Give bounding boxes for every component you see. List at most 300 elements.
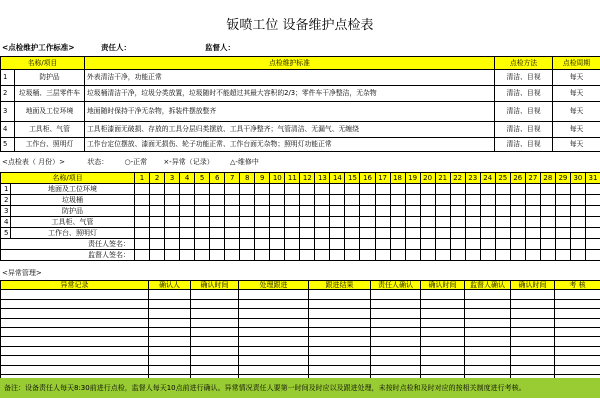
checklist-cell[interactable] xyxy=(180,195,195,206)
checklist-cell[interactable] xyxy=(255,217,270,228)
abnormal-cell[interactable] xyxy=(421,346,465,355)
checklist-cell[interactable] xyxy=(225,217,240,228)
abnormal-cell[interactable] xyxy=(1,346,149,355)
sign-cell[interactable] xyxy=(495,239,510,250)
abnormal-cell[interactable] xyxy=(149,337,191,346)
checklist-cell[interactable] xyxy=(585,184,600,195)
sign-cell[interactable] xyxy=(525,250,540,261)
sign-cell[interactable] xyxy=(390,239,405,250)
checklist-cell[interactable] xyxy=(540,195,555,206)
abnormal-cell[interactable] xyxy=(191,346,239,355)
checklist-cell[interactable] xyxy=(405,195,420,206)
abnormal-cell[interactable] xyxy=(555,346,600,355)
abnormal-cell[interactable] xyxy=(555,309,600,318)
checklist-cell[interactable] xyxy=(165,206,180,217)
checklist-cell[interactable] xyxy=(345,184,360,195)
checklist-cell[interactable] xyxy=(255,206,270,217)
abnormal-cell[interactable] xyxy=(371,365,421,374)
checklist-cell[interactable] xyxy=(330,206,345,217)
checklist-cell[interactable] xyxy=(315,206,330,217)
checklist-cell[interactable] xyxy=(480,217,495,228)
checklist-cell[interactable] xyxy=(285,195,300,206)
abnormal-cell[interactable] xyxy=(555,299,600,308)
abnormal-cell[interactable] xyxy=(371,309,421,318)
checklist-cell[interactable] xyxy=(585,228,600,239)
checklist-cell[interactable] xyxy=(525,217,540,228)
checklist-cell[interactable] xyxy=(420,184,435,195)
sign-cell[interactable] xyxy=(555,250,570,261)
checklist-cell[interactable] xyxy=(165,184,180,195)
abnormal-cell[interactable] xyxy=(465,290,511,299)
sign-cell[interactable] xyxy=(150,239,165,250)
abnormal-cell[interactable] xyxy=(309,309,371,318)
checklist-cell[interactable] xyxy=(300,228,315,239)
checklist-cell[interactable] xyxy=(480,206,495,217)
sign-cell[interactable] xyxy=(465,239,480,250)
abnormal-cell[interactable] xyxy=(371,318,421,327)
checklist-cell[interactable] xyxy=(555,184,570,195)
sign-cell[interactable] xyxy=(270,239,285,250)
checklist-cell[interactable] xyxy=(495,184,510,195)
checklist-cell[interactable] xyxy=(465,184,480,195)
abnormal-cell[interactable] xyxy=(191,356,239,365)
checklist-cell[interactable] xyxy=(225,206,240,217)
abnormal-cell[interactable] xyxy=(239,346,309,355)
checklist-cell[interactable] xyxy=(360,206,375,217)
checklist-cell[interactable] xyxy=(570,206,585,217)
sign-cell[interactable] xyxy=(195,250,210,261)
abnormal-cell[interactable] xyxy=(421,299,465,308)
checklist-cell[interactable] xyxy=(270,206,285,217)
checklist-cell[interactable] xyxy=(255,228,270,239)
checklist-cell[interactable] xyxy=(210,195,225,206)
checklist-cell[interactable] xyxy=(435,217,450,228)
checklist-cell[interactable] xyxy=(300,195,315,206)
abnormal-cell[interactable] xyxy=(511,346,555,355)
checklist-cell[interactable] xyxy=(540,217,555,228)
abnormal-cell[interactable] xyxy=(421,309,465,318)
checklist-cell[interactable] xyxy=(495,195,510,206)
checklist-cell[interactable] xyxy=(345,195,360,206)
checklist-cell[interactable] xyxy=(180,206,195,217)
checklist-cell[interactable] xyxy=(375,206,390,217)
abnormal-cell[interactable] xyxy=(1,309,149,318)
checklist-cell[interactable] xyxy=(150,228,165,239)
checklist-cell[interactable] xyxy=(465,195,480,206)
sign-cell[interactable] xyxy=(525,239,540,250)
checklist-cell[interactable] xyxy=(585,217,600,228)
abnormal-cell[interactable] xyxy=(371,327,421,336)
abnormal-cell[interactable] xyxy=(371,346,421,355)
checklist-cell[interactable] xyxy=(435,206,450,217)
checklist-cell[interactable] xyxy=(135,184,150,195)
abnormal-cell[interactable] xyxy=(149,318,191,327)
checklist-cell[interactable] xyxy=(390,228,405,239)
sign-cell[interactable] xyxy=(330,239,345,250)
abnormal-cell[interactable] xyxy=(465,299,511,308)
abnormal-cell[interactable] xyxy=(465,356,511,365)
checklist-cell[interactable] xyxy=(450,206,465,217)
checklist-cell[interactable] xyxy=(510,206,525,217)
checklist-cell[interactable] xyxy=(510,228,525,239)
sign-cell[interactable] xyxy=(345,250,360,261)
checklist-cell[interactable] xyxy=(225,184,240,195)
abnormal-cell[interactable] xyxy=(555,365,600,374)
checklist-cell[interactable] xyxy=(420,206,435,217)
sign-cell[interactable] xyxy=(480,250,495,261)
checklist-cell[interactable] xyxy=(240,195,255,206)
abnormal-cell[interactable] xyxy=(465,365,511,374)
sign-cell[interactable] xyxy=(495,250,510,261)
checklist-cell[interactable] xyxy=(570,184,585,195)
sign-cell[interactable] xyxy=(135,239,150,250)
abnormal-cell[interactable] xyxy=(465,337,511,346)
abnormal-cell[interactable] xyxy=(465,346,511,355)
abnormal-cell[interactable] xyxy=(421,318,465,327)
checklist-cell[interactable] xyxy=(210,206,225,217)
checklist-cell[interactable] xyxy=(540,228,555,239)
checklist-cell[interactable] xyxy=(510,184,525,195)
sign-cell[interactable] xyxy=(210,239,225,250)
checklist-cell[interactable] xyxy=(360,184,375,195)
abnormal-cell[interactable] xyxy=(1,318,149,327)
checklist-cell[interactable] xyxy=(255,184,270,195)
checklist-cell[interactable] xyxy=(420,217,435,228)
sign-cell[interactable] xyxy=(315,250,330,261)
abnormal-cell[interactable] xyxy=(371,356,421,365)
abnormal-cell[interactable] xyxy=(371,290,421,299)
abnormal-cell[interactable] xyxy=(511,327,555,336)
abnormal-cell[interactable] xyxy=(239,327,309,336)
sign-cell[interactable] xyxy=(315,239,330,250)
checklist-cell[interactable] xyxy=(540,206,555,217)
sign-cell[interactable] xyxy=(225,250,240,261)
abnormal-cell[interactable] xyxy=(555,327,600,336)
abnormal-cell[interactable] xyxy=(511,318,555,327)
sign-cell[interactable] xyxy=(555,239,570,250)
abnormal-cell[interactable] xyxy=(191,318,239,327)
sign-cell[interactable] xyxy=(360,239,375,250)
abnormal-cell[interactable] xyxy=(239,318,309,327)
checklist-cell[interactable] xyxy=(345,217,360,228)
abnormal-cell[interactable] xyxy=(191,309,239,318)
checklist-cell[interactable] xyxy=(465,228,480,239)
checklist-cell[interactable] xyxy=(270,228,285,239)
abnormal-cell[interactable] xyxy=(309,356,371,365)
checklist-cell[interactable] xyxy=(405,228,420,239)
checklist-cell[interactable] xyxy=(540,184,555,195)
checklist-cell[interactable] xyxy=(135,195,150,206)
checklist-cell[interactable] xyxy=(555,195,570,206)
sign-cell[interactable] xyxy=(300,239,315,250)
sign-cell[interactable] xyxy=(540,250,555,261)
abnormal-cell[interactable] xyxy=(421,337,465,346)
checklist-cell[interactable] xyxy=(135,228,150,239)
checklist-cell[interactable] xyxy=(210,184,225,195)
abnormal-cell[interactable] xyxy=(191,299,239,308)
sign-cell[interactable] xyxy=(210,250,225,261)
checklist-cell[interactable] xyxy=(240,184,255,195)
checklist-cell[interactable] xyxy=(315,228,330,239)
sign-cell[interactable] xyxy=(285,239,300,250)
checklist-cell[interactable] xyxy=(315,184,330,195)
checklist-cell[interactable] xyxy=(330,217,345,228)
checklist-cell[interactable] xyxy=(345,228,360,239)
abnormal-cell[interactable] xyxy=(149,356,191,365)
checklist-cell[interactable] xyxy=(240,206,255,217)
abnormal-cell[interactable] xyxy=(555,290,600,299)
checklist-cell[interactable] xyxy=(150,195,165,206)
sign-cell[interactable] xyxy=(165,250,180,261)
sign-cell[interactable] xyxy=(150,250,165,261)
checklist-cell[interactable] xyxy=(300,217,315,228)
sign-cell[interactable] xyxy=(465,250,480,261)
abnormal-cell[interactable] xyxy=(421,290,465,299)
checklist-cell[interactable] xyxy=(300,206,315,217)
checklist-cell[interactable] xyxy=(420,195,435,206)
checklist-cell[interactable] xyxy=(525,206,540,217)
checklist-cell[interactable] xyxy=(180,217,195,228)
abnormal-cell[interactable] xyxy=(239,309,309,318)
checklist-cell[interactable] xyxy=(450,217,465,228)
checklist-cell[interactable] xyxy=(360,217,375,228)
abnormal-cell[interactable] xyxy=(371,337,421,346)
sign-cell[interactable] xyxy=(510,239,525,250)
sign-cell[interactable] xyxy=(585,250,600,261)
abnormal-cell[interactable] xyxy=(465,309,511,318)
abnormal-cell[interactable] xyxy=(371,299,421,308)
abnormal-cell[interactable] xyxy=(309,365,371,374)
checklist-cell[interactable] xyxy=(495,228,510,239)
checklist-cell[interactable] xyxy=(390,217,405,228)
checklist-cell[interactable] xyxy=(225,228,240,239)
abnormal-cell[interactable] xyxy=(511,365,555,374)
checklist-cell[interactable] xyxy=(585,206,600,217)
abnormal-cell[interactable] xyxy=(1,337,149,346)
checklist-cell[interactable] xyxy=(360,228,375,239)
checklist-cell[interactable] xyxy=(195,195,210,206)
sign-cell[interactable] xyxy=(390,250,405,261)
checklist-cell[interactable] xyxy=(195,228,210,239)
checklist-cell[interactable] xyxy=(330,195,345,206)
abnormal-cell[interactable] xyxy=(149,309,191,318)
checklist-cell[interactable] xyxy=(240,217,255,228)
checklist-cell[interactable] xyxy=(135,206,150,217)
abnormal-cell[interactable] xyxy=(511,299,555,308)
sign-cell[interactable] xyxy=(135,250,150,261)
checklist-cell[interactable] xyxy=(525,228,540,239)
abnormal-cell[interactable] xyxy=(309,299,371,308)
sign-cell[interactable] xyxy=(345,239,360,250)
sign-cell[interactable] xyxy=(540,239,555,250)
sign-cell[interactable] xyxy=(405,239,420,250)
sign-cell[interactable] xyxy=(450,250,465,261)
checklist-cell[interactable] xyxy=(225,195,240,206)
checklist-cell[interactable] xyxy=(300,184,315,195)
abnormal-cell[interactable] xyxy=(309,327,371,336)
checklist-cell[interactable] xyxy=(165,228,180,239)
checklist-cell[interactable] xyxy=(285,184,300,195)
abnormal-cell[interactable] xyxy=(1,356,149,365)
abnormal-cell[interactable] xyxy=(511,290,555,299)
sign-cell[interactable] xyxy=(435,250,450,261)
sign-cell[interactable] xyxy=(240,239,255,250)
abnormal-cell[interactable] xyxy=(239,290,309,299)
checklist-cell[interactable] xyxy=(375,228,390,239)
sign-cell[interactable] xyxy=(480,239,495,250)
checklist-cell[interactable] xyxy=(255,195,270,206)
abnormal-cell[interactable] xyxy=(149,365,191,374)
checklist-cell[interactable] xyxy=(330,228,345,239)
checklist-cell[interactable] xyxy=(525,184,540,195)
abnormal-cell[interactable] xyxy=(555,318,600,327)
checklist-cell[interactable] xyxy=(480,184,495,195)
checklist-cell[interactable] xyxy=(585,195,600,206)
checklist-cell[interactable] xyxy=(165,217,180,228)
sign-cell[interactable] xyxy=(180,239,195,250)
sign-cell[interactable] xyxy=(285,250,300,261)
checklist-cell[interactable] xyxy=(450,228,465,239)
checklist-cell[interactable] xyxy=(390,206,405,217)
abnormal-cell[interactable] xyxy=(511,356,555,365)
abnormal-cell[interactable] xyxy=(555,337,600,346)
abnormal-cell[interactable] xyxy=(421,327,465,336)
sign-cell[interactable] xyxy=(435,239,450,250)
checklist-cell[interactable] xyxy=(375,195,390,206)
checklist-cell[interactable] xyxy=(435,184,450,195)
checklist-cell[interactable] xyxy=(450,195,465,206)
sign-cell[interactable] xyxy=(300,250,315,261)
sign-cell[interactable] xyxy=(450,239,465,250)
abnormal-cell[interactable] xyxy=(239,337,309,346)
checklist-cell[interactable] xyxy=(555,206,570,217)
checklist-cell[interactable] xyxy=(525,195,540,206)
checklist-cell[interactable] xyxy=(405,217,420,228)
checklist-cell[interactable] xyxy=(570,217,585,228)
checklist-cell[interactable] xyxy=(315,195,330,206)
checklist-cell[interactable] xyxy=(435,228,450,239)
abnormal-cell[interactable] xyxy=(149,299,191,308)
abnormal-cell[interactable] xyxy=(191,290,239,299)
sign-cell[interactable] xyxy=(570,239,585,250)
abnormal-cell[interactable] xyxy=(309,318,371,327)
abnormal-cell[interactable] xyxy=(421,365,465,374)
checklist-cell[interactable] xyxy=(480,195,495,206)
checklist-cell[interactable] xyxy=(135,217,150,228)
checklist-cell[interactable] xyxy=(345,206,360,217)
checklist-cell[interactable] xyxy=(450,184,465,195)
abnormal-cell[interactable] xyxy=(239,356,309,365)
sign-cell[interactable] xyxy=(585,239,600,250)
checklist-cell[interactable] xyxy=(150,206,165,217)
sign-cell[interactable] xyxy=(255,239,270,250)
abnormal-cell[interactable] xyxy=(465,327,511,336)
checklist-cell[interactable] xyxy=(480,228,495,239)
checklist-cell[interactable] xyxy=(210,217,225,228)
abnormal-cell[interactable] xyxy=(1,299,149,308)
abnormal-cell[interactable] xyxy=(511,337,555,346)
sign-cell[interactable] xyxy=(330,250,345,261)
checklist-cell[interactable] xyxy=(150,184,165,195)
checklist-cell[interactable] xyxy=(435,195,450,206)
abnormal-cell[interactable] xyxy=(239,365,309,374)
abnormal-cell[interactable] xyxy=(511,309,555,318)
sign-cell[interactable] xyxy=(420,239,435,250)
sign-cell[interactable] xyxy=(255,250,270,261)
sign-cell[interactable] xyxy=(270,250,285,261)
checklist-cell[interactable] xyxy=(315,217,330,228)
abnormal-cell[interactable] xyxy=(421,356,465,365)
checklist-cell[interactable] xyxy=(510,217,525,228)
abnormal-cell[interactable] xyxy=(1,327,149,336)
checklist-cell[interactable] xyxy=(570,228,585,239)
checklist-cell[interactable] xyxy=(285,228,300,239)
checklist-cell[interactable] xyxy=(495,217,510,228)
checklist-cell[interactable] xyxy=(570,195,585,206)
checklist-cell[interactable] xyxy=(270,195,285,206)
sign-cell[interactable] xyxy=(375,239,390,250)
abnormal-cell[interactable] xyxy=(1,365,149,374)
checklist-cell[interactable] xyxy=(150,217,165,228)
checklist-cell[interactable] xyxy=(405,184,420,195)
checklist-cell[interactable] xyxy=(375,217,390,228)
sign-cell[interactable] xyxy=(570,250,585,261)
sign-cell[interactable] xyxy=(180,250,195,261)
abnormal-cell[interactable] xyxy=(1,290,149,299)
checklist-cell[interactable] xyxy=(270,184,285,195)
sign-cell[interactable] xyxy=(510,250,525,261)
checklist-cell[interactable] xyxy=(270,217,285,228)
sign-cell[interactable] xyxy=(360,250,375,261)
abnormal-cell[interactable] xyxy=(149,346,191,355)
sign-cell[interactable] xyxy=(225,239,240,250)
checklist-cell[interactable] xyxy=(465,217,480,228)
abnormal-cell[interactable] xyxy=(191,337,239,346)
checklist-cell[interactable] xyxy=(495,206,510,217)
sign-cell[interactable] xyxy=(375,250,390,261)
checklist-cell[interactable] xyxy=(285,206,300,217)
abnormal-cell[interactable] xyxy=(555,356,600,365)
sign-cell[interactable] xyxy=(165,239,180,250)
checklist-cell[interactable] xyxy=(180,184,195,195)
checklist-cell[interactable] xyxy=(285,217,300,228)
abnormal-cell[interactable] xyxy=(191,365,239,374)
abnormal-cell[interactable] xyxy=(239,299,309,308)
checklist-cell[interactable] xyxy=(555,228,570,239)
abnormal-cell[interactable] xyxy=(191,327,239,336)
sign-cell[interactable] xyxy=(420,250,435,261)
abnormal-cell[interactable] xyxy=(309,337,371,346)
checklist-cell[interactable] xyxy=(210,228,225,239)
sign-cell[interactable] xyxy=(195,239,210,250)
checklist-cell[interactable] xyxy=(390,184,405,195)
abnormal-cell[interactable] xyxy=(465,318,511,327)
checklist-cell[interactable] xyxy=(375,184,390,195)
checklist-cell[interactable] xyxy=(510,195,525,206)
checklist-cell[interactable] xyxy=(420,228,435,239)
abnormal-cell[interactable] xyxy=(149,327,191,336)
checklist-cell[interactable] xyxy=(465,206,480,217)
checklist-cell[interactable] xyxy=(195,217,210,228)
checklist-cell[interactable] xyxy=(405,206,420,217)
checklist-cell[interactable] xyxy=(195,206,210,217)
checklist-cell[interactable] xyxy=(240,228,255,239)
checklist-cell[interactable] xyxy=(195,184,210,195)
sign-cell[interactable] xyxy=(405,250,420,261)
sign-cell[interactable] xyxy=(240,250,255,261)
checklist-cell[interactable] xyxy=(390,195,405,206)
checklist-cell[interactable] xyxy=(180,228,195,239)
